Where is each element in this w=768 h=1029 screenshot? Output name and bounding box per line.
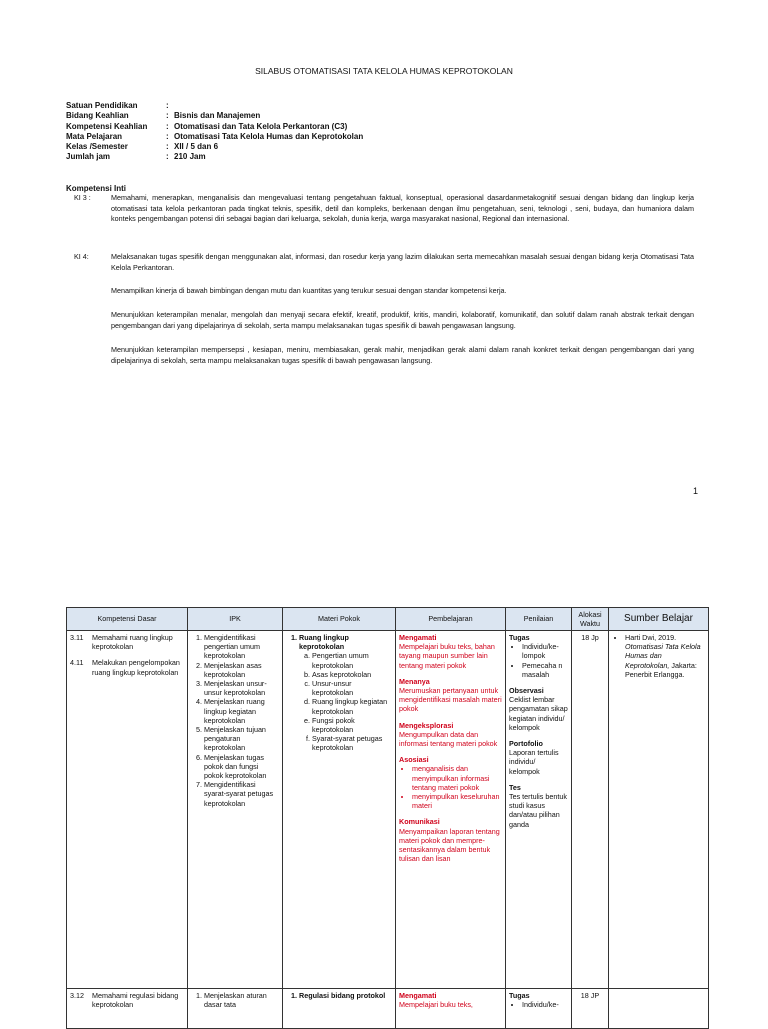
cell-ipk: [188, 631, 283, 989]
cell-penilaian: [506, 631, 572, 989]
info-row: Mata Pelajaran : Otomatisasi Tata Kelola Humas dan Keprotokolan: [66, 131, 364, 141]
observasi-heading: Observasi: [509, 686, 544, 696]
ki4-paragraph: Menunjukkan keterampilan menalar, mengolah dan menyaji secara efektif, kreatif, produktif, kritis, mandiri, kolaboratif, komunikatif, dan solutif dalam ranah abstrak terkait dengan pengembangan dari yang dipelajarinya di sekolah, serta mampu melaksanakan tugas spesifik di bawah pengawasan langsung.: [111, 310, 694, 330]
komunikasi-text: Menyampaikan laporan tentang materi pokok dan mempre-sentasikannya dalam bentuk tulisan dan lisan: [399, 826, 500, 864]
cell-materi: [283, 989, 396, 1029]
identity-block: [66, 101, 363, 163]
mengamati-text: Mempelajari buku teks,: [399, 1000, 473, 1010]
ki3-label: KI 3 :: [74, 193, 91, 202]
col-header-ipk: IPK: [188, 608, 283, 631]
list-item: • Pemecaha n masalah: [522, 661, 568, 679]
ki4-paragraph: Menunjukkan keterampilan mempersepsi , kesiapan, meniru, membiasakan, gerak mahir, menjadikan gerak alami dalam ranah konkret terkait dengan pengembangan dari yang dipelajarinya di sekolah, serta mampu melaksanakan tugas spesifik di bawah pengawasan langsung.: [111, 345, 694, 365]
mengeksplorasi-text: Mengumpulkan data dan informasi tentang materi pokok: [399, 729, 498, 749]
col-header-materi: Materi Pokok: [283, 608, 396, 631]
info-row: Kelas /Semester : XII / 5 dan 6: [66, 142, 219, 152]
list-item: [625, 633, 705, 679]
table-row: [67, 989, 709, 1029]
mengamati-text: Mempelajari buku teks, bahan tayang maupun sumber lain tentang materi pokok: [399, 642, 495, 670]
cell-pembelajaran: [396, 631, 506, 989]
info-row: Bidang Keahlian : Bisnis dan Manajemen: [66, 111, 261, 121]
page-one: [0, 0, 768, 510]
table-header-row: [67, 608, 709, 631]
portofolio-text: Laporan tertulis individu/ kelompok: [509, 748, 559, 776]
list-item: 3. Menjelaskan unsur-unsur keprotokolan: [204, 679, 279, 697]
list-item: 4. Menjelaskan ruang lingkup kegiatan keprotokolan: [204, 697, 279, 725]
info-row: Kompetensi Keahlian : Otomatisasi dan Tata Kelola Perkantoran (C3): [66, 121, 348, 131]
col-header-sumber: Sumber Belajar: [609, 608, 709, 631]
tugas-list: [509, 642, 568, 679]
alokasi-value: 18 JP: [580, 991, 600, 1000]
list-item: 2. Menjelaskan asas keprotokolan: [204, 661, 279, 679]
document-title: SILABUS OTOMATISASI TATA KELOLA HUMAS KEPROTOKOLAN: [255, 66, 513, 76]
asosiasi-heading: Asosiasi: [399, 755, 429, 765]
info-row: Jumlah jam : 210 Jam: [66, 152, 206, 162]
materi-list: [299, 651, 392, 752]
materi-title: Ruang lingkup keprotokolan: [299, 633, 349, 652]
list-item: • menganalisis dan menyimpulkan informasi tentang materi pokok: [412, 764, 502, 792]
ki4-text: Melaksanakan tugas spesifik dengan menggunakan alat, informasi, dan rosedur kerja yang lazim dilakukan serta memecahkan masalah sesuai dengan bidang kerja Otomatisasi Tata Kelola Perkantoran.: [111, 252, 694, 272]
list-item: f. Syarat-syarat petugas keprotokolan: [312, 734, 392, 752]
list-item: 1. Mengidentifikasi pengertian umum keprotokolan: [204, 633, 279, 661]
sumber-author: Harti Dwi, 2019.: [625, 633, 677, 642]
ki4-block: [74, 252, 694, 273]
syllabus-table: [66, 607, 709, 1029]
list-item: b. Asas keprotokolan: [312, 670, 392, 679]
tugas-heading: Tugas: [509, 633, 530, 642]
cell-penilaian: [506, 989, 572, 1029]
portofolio-heading: Portofolio: [509, 739, 543, 749]
menanya-text: Merumuskan pertanyaan untuk mengidentifikasi masalah materi pokok: [399, 686, 502, 714]
cell-sumber: [609, 631, 709, 989]
asosiasi-list: [399, 764, 502, 810]
col-header-kd: Kompetensi Dasar: [67, 608, 188, 631]
list-item: 1. Menjelaskan aturan dasar tata: [204, 991, 279, 1009]
page-number: 1: [693, 486, 699, 496]
cell-materi: [283, 631, 396, 989]
col-header-pembelajaran: Pembelajaran: [396, 608, 506, 631]
info-row: Satuan Pendidikan :: [66, 101, 169, 110]
ki3-block: [74, 193, 694, 225]
cell-sumber: [609, 989, 709, 1029]
col-header-penilaian: Penilaian: [506, 608, 572, 631]
list-item: 5. Menjelaskan tujuan pengaturan keprotokolan: [204, 725, 279, 753]
col-header-alokasi: Alokasi Waktu: [572, 608, 609, 631]
list-item: • menyimpulkan keseluruhan materi: [412, 792, 502, 810]
cell-kd: 3.12 Memahami regulasi bidang keprotokolan: [67, 989, 188, 1029]
sumber-book: Otomatisasi Tata Kelola Humas dan Keprotokolan,: [625, 642, 701, 670]
menanya-heading: Menanya: [399, 676, 430, 686]
page-break: [0, 510, 768, 602]
kompetensi-inti-heading: Kompetensi Inti: [66, 184, 127, 193]
sumber-list: [612, 633, 705, 679]
mengeksplorasi-heading: Mengeksplorasi: [399, 720, 454, 730]
table-row: [67, 631, 709, 989]
cell-kd: 3.11 Memahami ruang lingkup keprotokolan 4.11 Melakukan pengelompokan ruang lingkup keprotokolan: [67, 631, 188, 989]
cell-ipk: [188, 989, 283, 1029]
sumber-publisher: Jakarta: Penerbit Erlangga.: [625, 660, 697, 679]
list-item: d. Ruang lingkup kegiatan keprotokolan: [312, 697, 392, 715]
materi-title: 1. Regulasi bidang protokol: [299, 991, 392, 1000]
tes-text: Tes tertulis bentuk studi kasus dan/atau pilihan ganda: [509, 792, 567, 829]
list-item: • Individu/ke-lompok: [522, 642, 568, 660]
list-item: e. Fungsi pokok keprotokolan: [312, 716, 392, 734]
cell-alokasi: [572, 989, 609, 1029]
ki4-label: KI 4:: [74, 252, 89, 261]
tes-heading: Tes: [509, 782, 521, 792]
list-item: a. Pengertian umum keprotokolan: [312, 651, 392, 669]
list-item: • Individu/ke-: [522, 1000, 568, 1009]
ki4-paragraph: Menampilkan kinerja di bawah bimbingan dengan mutu dan kuantitas yang terukur sesuai dengan standar kompetensi kerja.: [111, 286, 507, 295]
alokasi-value: 18 Jp: [581, 633, 599, 642]
cell-alokasi: [572, 631, 609, 989]
tugas-heading: Tugas: [509, 991, 530, 1000]
list-item: 7. Mengidentifikasi syarat-syarat petugas keprotokolan: [204, 780, 279, 808]
mengamati-heading: Mengamati: [399, 991, 437, 1000]
mengamati-heading: Mengamati: [399, 633, 437, 642]
list-item: 6. Menjelaskan tugas pokok dan fungsi pokok keprotokolan: [204, 753, 279, 781]
ipk-list: [191, 633, 279, 808]
komunikasi-heading: Komunikasi: [399, 817, 440, 827]
observasi-text: Ceklist lembar pengamatan sikap kegiatan individu/ kelompok: [509, 695, 568, 732]
list-item: c. Unsur-unsur keprotokolan: [312, 679, 392, 697]
cell-pembelajaran: [396, 989, 506, 1029]
ki3-text: Memahami, menerapkan, menganalisis dan mengevaluasi tentang pengetahuan faktual, konseptual, operasional dasardanmetakognitif sesuai dengan bidang dan lingkup kerja otomatisasi tata kelola perkantoran pada tingkat teknis, spesifik, detil dan kompleks, berkenaan dengan ilmu pengetahuan, seni, teknologi , seni, budaya, dan humaniora dalam konteks pengembangan potensi diri sebagai bagian dari keluarga, sekolah, dunia kerja, warga masyarakat nasional, Regional dan internasional.: [111, 193, 694, 224]
